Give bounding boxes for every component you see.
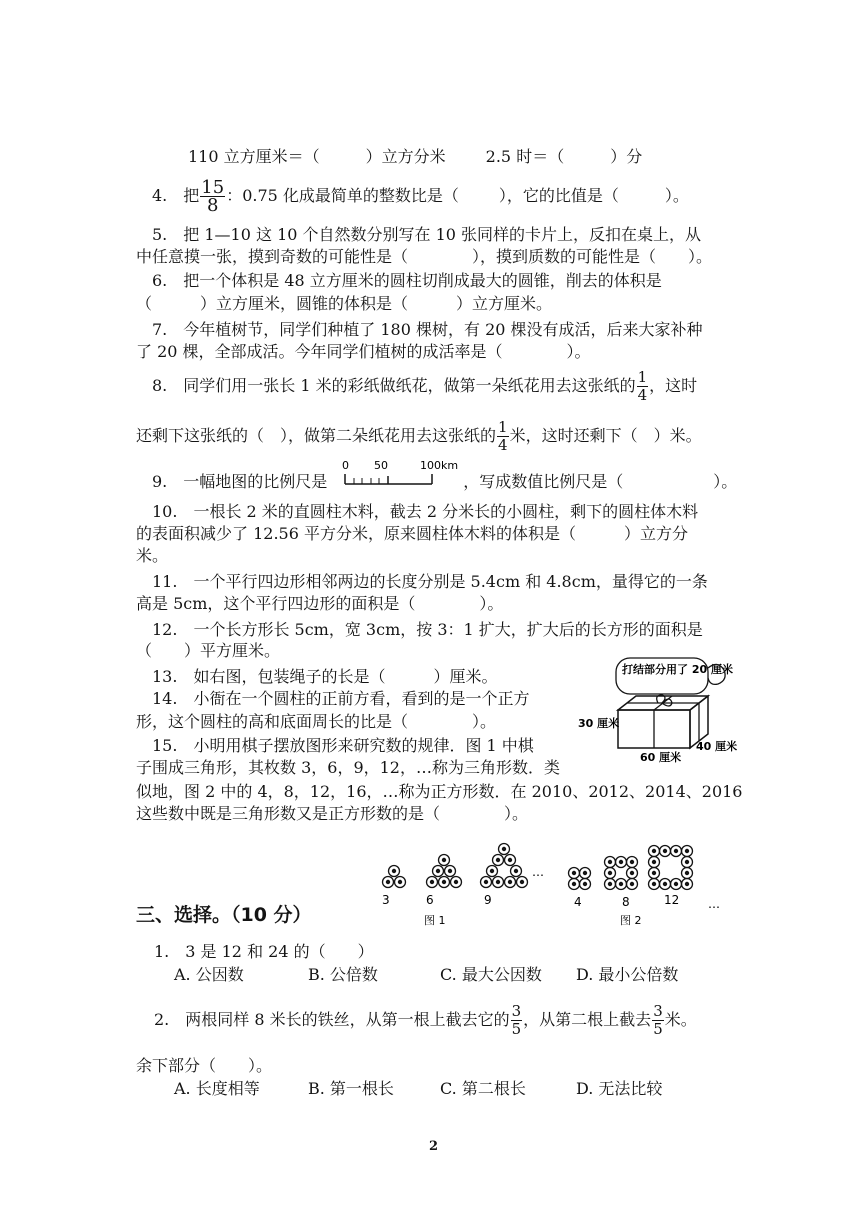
section-title: 三、选择。（10 分） bbox=[136, 904, 312, 926]
chess-pattern-figure bbox=[374, 840, 730, 932]
c2-line2: 余下部分（ ）。 bbox=[136, 1056, 273, 1075]
q10-line2: 的表面积减少了 12.56 平方分米，原来圆柱体木料的体积是（ ）立方分 bbox=[136, 524, 688, 543]
map-scale-bar bbox=[340, 458, 470, 492]
q9-text-c: ）。 bbox=[713, 472, 738, 491]
q4-text-c: ），它的比值是（ bbox=[498, 186, 619, 205]
chess-piece bbox=[682, 846, 693, 857]
c2-option-c: C. 第二根长 bbox=[440, 1079, 526, 1098]
q8-text-c: 还剩下这张纸的（ ），做第二朵纸花用去这张纸的 bbox=[136, 426, 497, 445]
box-width-label: 40 厘米 bbox=[696, 740, 738, 753]
c2-f1-num: 3 bbox=[511, 1002, 522, 1020]
c2-text-a: 2. 两根同样 8 米长的铁丝，从第一根上截去它的 bbox=[154, 1010, 510, 1029]
q8-f1-den: 4 bbox=[637, 386, 648, 404]
chess-piece bbox=[505, 855, 516, 866]
q4-text-a: 把 bbox=[183, 186, 200, 205]
q7-line1: 7. 今年植树节，同学们种植了 180 棵树，有 20 棵没有成活，后来大家补种 bbox=[152, 320, 703, 339]
c1-option-d: D. 最小公倍数 bbox=[576, 965, 679, 984]
chess-piece bbox=[682, 879, 693, 890]
chess-piece bbox=[580, 879, 591, 890]
q15-line1: 15. 小明用棋子摆放图形来研究数的规律．图 1 中棋 bbox=[152, 736, 534, 755]
q3-part-c: 2.5 时＝（ bbox=[485, 147, 565, 166]
chess-piece bbox=[383, 877, 394, 888]
c2-line1 bbox=[154, 1000, 697, 1040]
c2-f2-num: 3 bbox=[653, 1002, 663, 1020]
chess-piece bbox=[517, 877, 528, 888]
fig1-ellipsis: … bbox=[532, 865, 544, 879]
chess-piece bbox=[389, 866, 400, 877]
chess-piece bbox=[487, 866, 498, 877]
q4-text-d: ）。 bbox=[664, 186, 689, 205]
q8-text-d: 米，这时还剩下（ ）米。 bbox=[509, 426, 702, 445]
chess-piece bbox=[445, 866, 456, 877]
q8-line2 bbox=[136, 418, 702, 454]
chess-piece bbox=[580, 868, 591, 879]
fig1-count-label: 3 bbox=[382, 893, 390, 907]
scale-label-100: 100km bbox=[420, 459, 459, 472]
q9-text-b: ，写成数值比例尺是（ bbox=[463, 472, 624, 491]
scale-label-50: 50 bbox=[374, 459, 388, 472]
fig1-caption: 图 1 bbox=[424, 914, 446, 927]
c2-f1-den: 5 bbox=[511, 1020, 522, 1038]
q4-frac-den: 8 bbox=[207, 195, 219, 216]
chess-piece bbox=[605, 857, 616, 868]
q9-text-a: 9. 一幅地图的比例尺是 bbox=[152, 472, 328, 491]
q8-fraction-1 bbox=[637, 369, 649, 404]
q8-fraction-2 bbox=[497, 419, 509, 454]
q12-line1: 12. 一个长方形长 5cm，宽 3cm，按 3：1 扩大，扩大后的长方形的面积是 bbox=[152, 620, 703, 639]
chess-piece bbox=[433, 866, 444, 877]
q8-text-a: 8. 同学们用一张长 1 米的彩纸做纸花，做第一朵纸花用去这张纸的 bbox=[152, 376, 636, 395]
chess-piece bbox=[505, 877, 516, 888]
q14-line1: 14. 小衙在一个圆柱的正前方看，看到的是一个正方 bbox=[152, 689, 530, 708]
q6-line1: 6. 把一个体积是 48 立方厘米的圆柱切削成最大的圆锥，削去的体积是 bbox=[152, 271, 662, 290]
page-number: 2 bbox=[429, 1139, 439, 1154]
chess-piece bbox=[627, 868, 638, 879]
q3-line bbox=[188, 146, 642, 168]
chess-piece bbox=[616, 879, 627, 890]
scale-label-0: 0 bbox=[342, 459, 349, 472]
chess-piece bbox=[671, 879, 682, 890]
chess-piece bbox=[627, 879, 638, 890]
c1-option-a: A. 公因数 bbox=[174, 965, 244, 984]
c1-option-c: C. 最大公因数 bbox=[440, 965, 542, 984]
q5-line1: 5. 把 1—10 这 10 个自然数分别写在 10 张同样的卡片上，反扣在桌上，从 bbox=[152, 225, 702, 244]
q7-line2: 了 20 棵，全部成活。今年同学们植树的成活率是（ ）。 bbox=[136, 342, 591, 361]
chess-piece bbox=[499, 844, 510, 855]
q10-line3: 米。 bbox=[136, 546, 169, 565]
chess-piece bbox=[649, 846, 660, 857]
q11-line1: 11. 一个平行四边形相邻两边的长度分别是 5.4cm 和 4.8cm，量得它的一条 bbox=[152, 572, 708, 591]
c1-stem: 1. 3 是 12 和 24 的（ ） bbox=[154, 942, 374, 961]
q13-line1: 13. 如右图，包装绳子的长是（ ）厘米。 bbox=[152, 667, 498, 686]
q15-line2: 子围成三角形，其枚数 3，6，9，12，…称为三角形数．类 bbox=[136, 758, 560, 777]
chess-piece bbox=[569, 879, 580, 890]
q5-line2: 中任意摸一张，摸到奇数的可能性是（ ），摸到质数的可能性是（ ）。 bbox=[136, 247, 713, 266]
q8-f2-den: 4 bbox=[498, 436, 508, 454]
bow-note-text: 打结部分用了 20 厘米 bbox=[622, 663, 733, 676]
chess-piece bbox=[605, 868, 616, 879]
c2-fraction-1 bbox=[511, 1003, 523, 1038]
q15-line3: 似地，图 2 中的 4，8，12，16，…称为正方形数．在 2010、2012、2014、2016 bbox=[136, 782, 743, 801]
q6-line2: （ ）立方厘米，圆锥的体积是（ ）立方厘米。 bbox=[136, 294, 553, 313]
chess-piece bbox=[439, 877, 450, 888]
c2-f2-den: 5 bbox=[653, 1020, 663, 1038]
chess-piece bbox=[439, 855, 450, 866]
chess-piece bbox=[682, 868, 693, 879]
c1-option-b: B. 公倍数 bbox=[308, 965, 378, 984]
chess-piece bbox=[649, 879, 660, 890]
fig2-count-label: 4 bbox=[574, 895, 582, 909]
gift-box-figure bbox=[578, 652, 744, 767]
chess-piece bbox=[660, 879, 671, 890]
fig2-ellipsis: … bbox=[708, 897, 720, 911]
chess-piece bbox=[616, 857, 627, 868]
chess-piece bbox=[649, 857, 660, 868]
c2-option-d: D. 无法比较 bbox=[576, 1079, 663, 1098]
c2-option-a: A. 长度相等 bbox=[174, 1079, 260, 1098]
q8-text-b: ，这时 bbox=[649, 376, 698, 395]
c2-option-b: B. 第一根长 bbox=[308, 1079, 394, 1098]
q4-fraction bbox=[200, 179, 225, 214]
chess-piece bbox=[493, 877, 504, 888]
q3-part-b: ）立方分米 bbox=[365, 147, 446, 166]
chess-piece bbox=[451, 877, 462, 888]
fig2-caption: 图 2 bbox=[620, 914, 642, 927]
q8-f1-num: 1 bbox=[637, 368, 648, 386]
fig2-count-label: 12 bbox=[664, 893, 680, 907]
chess-piece bbox=[569, 868, 580, 879]
q11-line2: 高是 5cm，这个平行四边形的面积是（ ）。 bbox=[136, 594, 504, 613]
chess-piece bbox=[671, 846, 682, 857]
q8-line1 bbox=[152, 368, 697, 404]
box-length-label: 60 厘米 bbox=[640, 751, 682, 764]
c2-text-c: 米。 bbox=[664, 1010, 697, 1029]
q15-line4: 这些数中既是三角形数又是正方形数的是（ ）。 bbox=[136, 804, 529, 823]
chess-piece bbox=[605, 879, 616, 890]
c2-text-b: ，从第二根上截去 bbox=[523, 1010, 652, 1029]
q8-f2-num: 1 bbox=[498, 418, 508, 436]
chess-piece bbox=[395, 877, 406, 888]
chess-piece bbox=[493, 855, 504, 866]
chess-piece bbox=[511, 866, 522, 877]
c2-fraction-2 bbox=[652, 1003, 664, 1038]
fig1-count-label: 9 bbox=[484, 893, 492, 907]
chess-piece bbox=[481, 877, 492, 888]
q3-part-a: 110 立方厘米＝（ bbox=[188, 147, 320, 166]
q10-line1: 10. 一根长 2 米的直圆柱木料，截去 2 分米长的小圆柱，剩下的圆柱体木料 bbox=[152, 502, 699, 521]
q4-frac-num: 15 bbox=[201, 177, 225, 198]
chess-piece bbox=[682, 857, 693, 868]
q12-line2: （ ）平方厘米。 bbox=[136, 641, 281, 660]
fig2-count-label: 8 bbox=[622, 895, 630, 909]
fig1-count-label: 6 bbox=[426, 893, 434, 907]
chess-piece bbox=[627, 857, 638, 868]
chess-piece bbox=[660, 846, 671, 857]
q3-part-d: ）分 bbox=[610, 147, 643, 166]
chess-piece bbox=[427, 877, 438, 888]
q4-text-b: ：0.75 化成最简单的整数比是（ bbox=[226, 186, 459, 205]
chess-piece bbox=[649, 868, 660, 879]
q14-line2: 形，这个圆柱的高和底面周长的比是（ ）。 bbox=[136, 712, 497, 731]
q4-number: 4. bbox=[152, 186, 168, 205]
q4-line bbox=[152, 178, 689, 214]
box-height-label: 30 厘米 bbox=[578, 717, 620, 730]
